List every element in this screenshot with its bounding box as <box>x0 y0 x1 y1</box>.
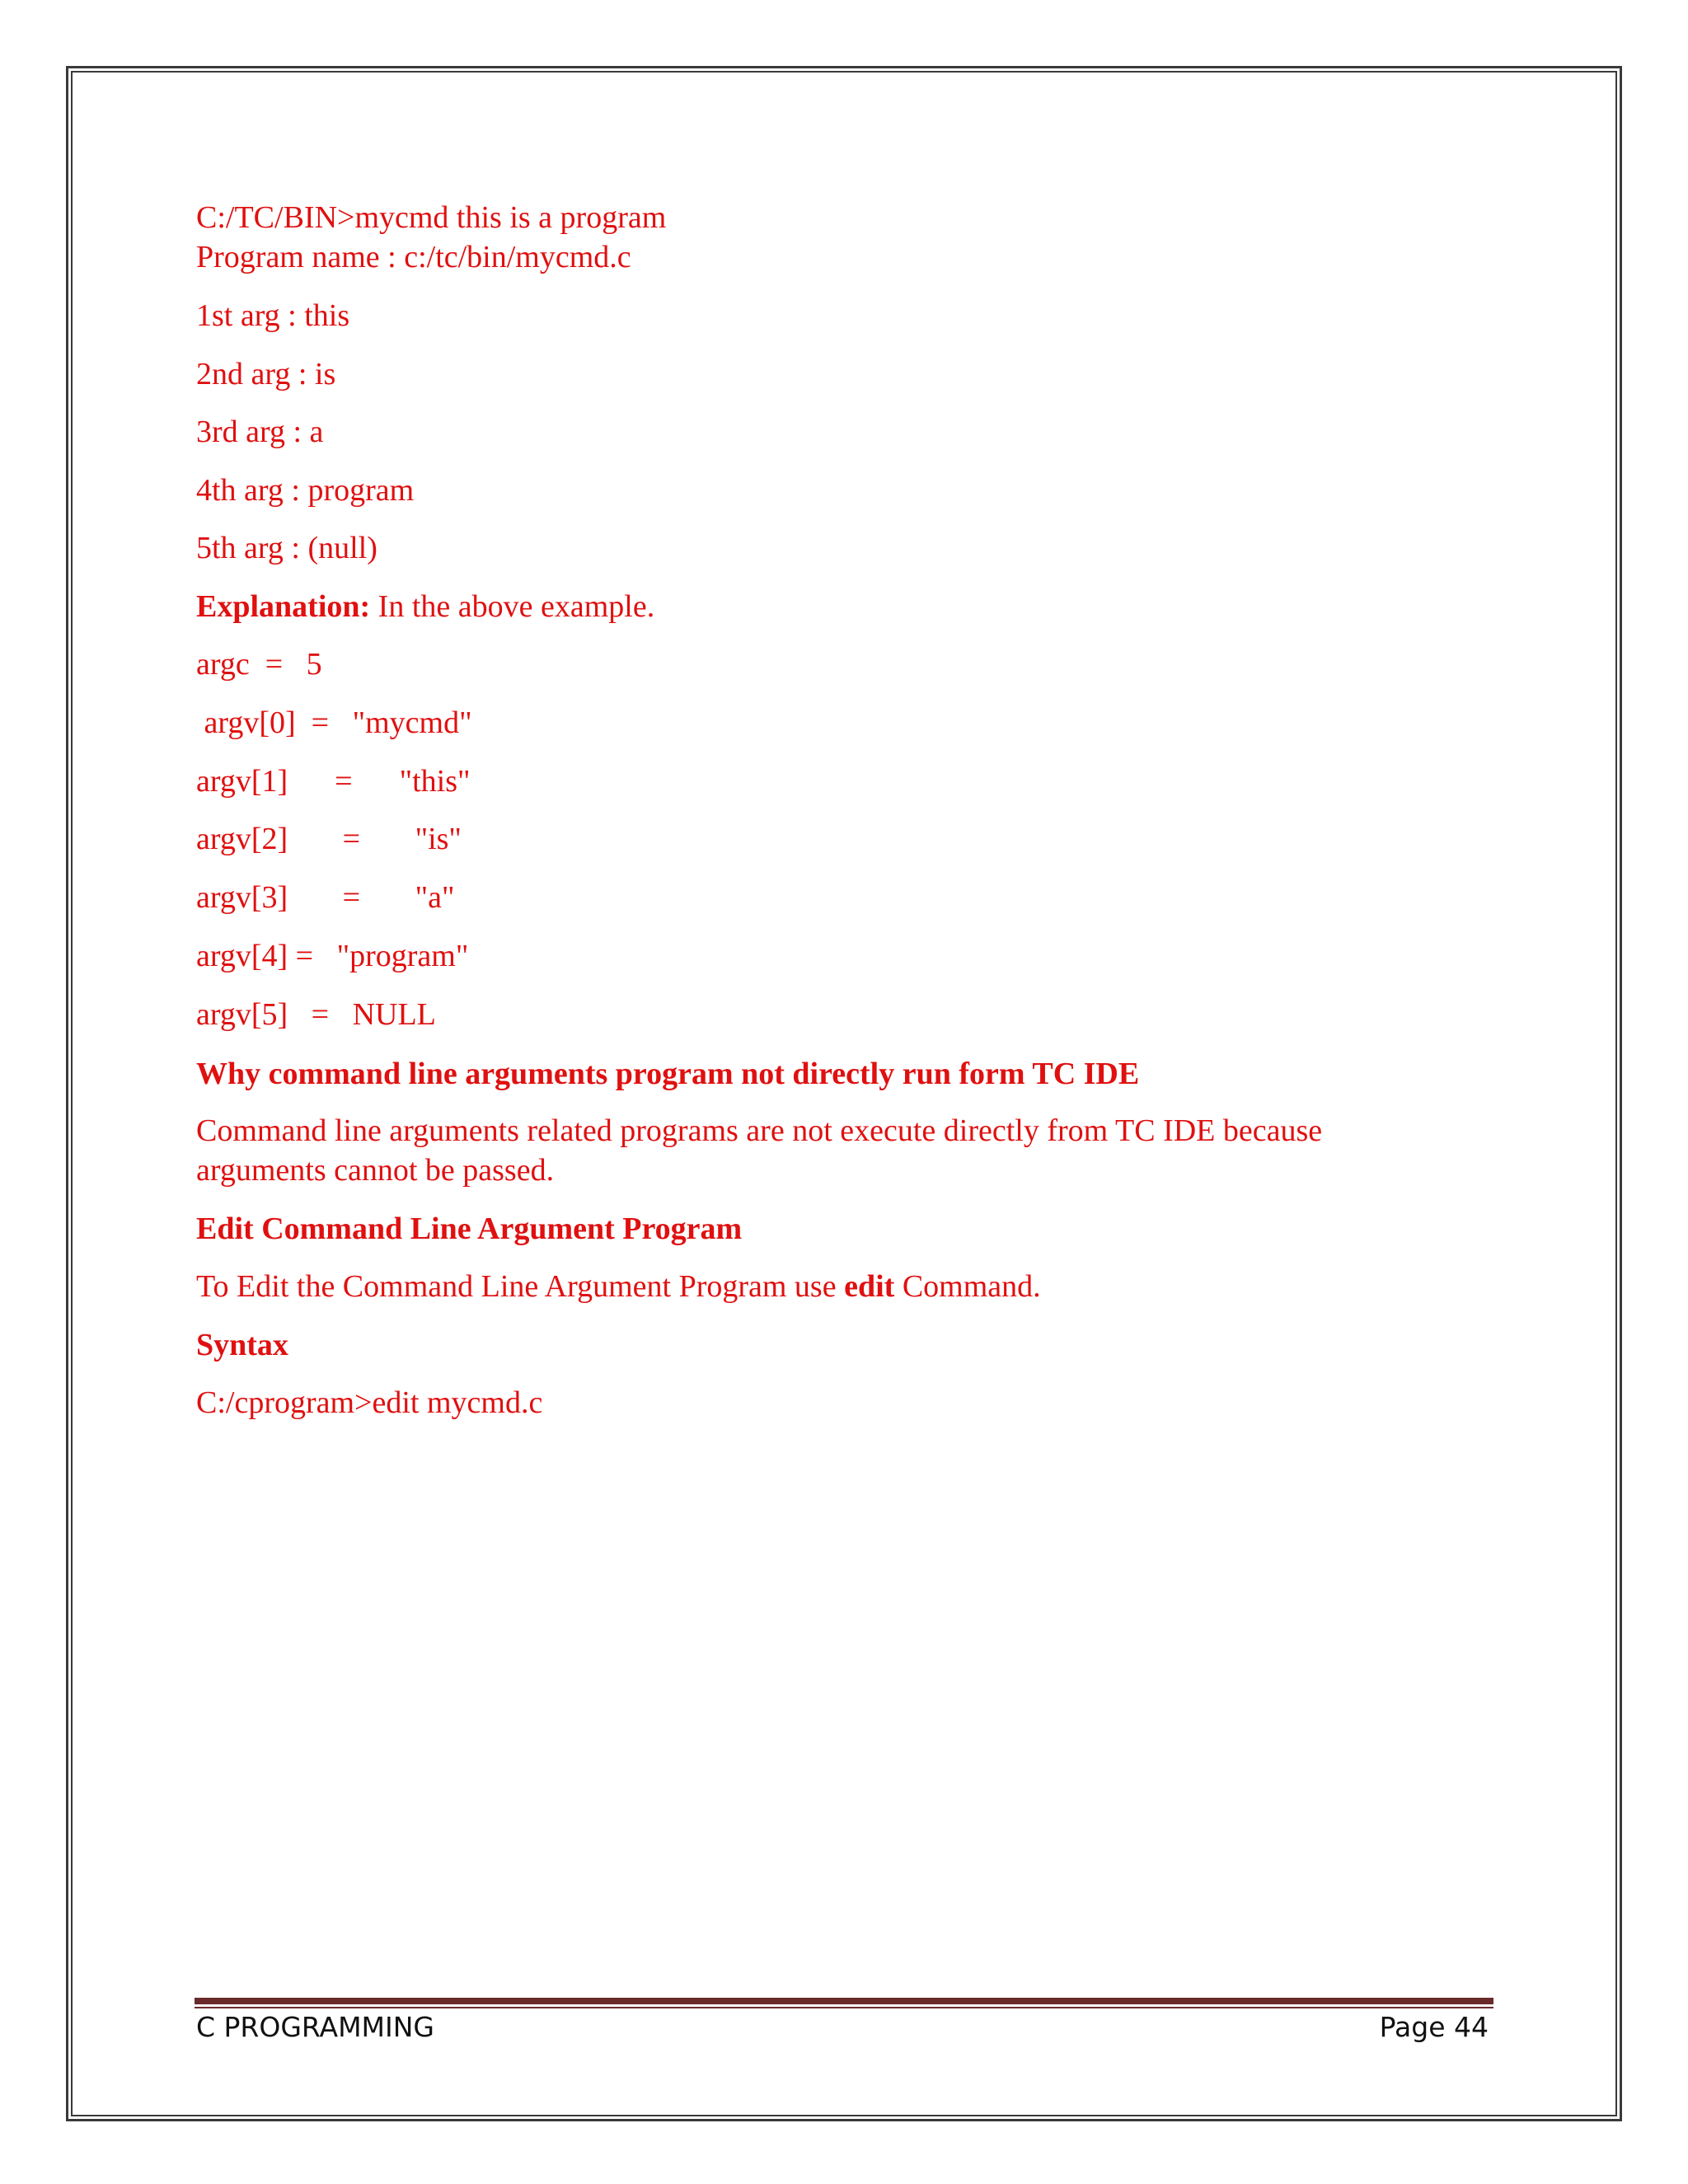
why-text-line-2: arguments cannot be passed. <box>196 1153 555 1188</box>
explanation-line <box>196 587 654 626</box>
argv-line-1: argv[1] = "this" <box>196 764 471 799</box>
command-line-example: C:/TC/BIN>mycmd this is a program <box>196 200 667 235</box>
arg-line-3: 3rd arg : a <box>196 415 324 449</box>
argv-line-0: argv[0] = "mycmd" <box>196 705 472 740</box>
syntax-heading: Syntax <box>196 1328 288 1362</box>
footer-rule-thin <box>195 2007 1493 2008</box>
argv-line-5: argv[5] = NULL <box>196 997 436 1032</box>
argv-line-4: argv[4] = "program" <box>196 939 469 973</box>
why-text-line-1: Command line arguments related programs are not execute directly from TC IDE because <box>196 1113 1323 1148</box>
why-heading: Why command line arguments program not directly run form TC IDE <box>196 1057 1140 1091</box>
footer-rule-thick <box>195 1998 1493 2004</box>
edit-text-before: To Edit the Command Line Argument Program use <box>196 1269 845 1304</box>
footer-title: C PROGRAMMING <box>196 2011 435 2043</box>
footer-page-number: Page 44 <box>1379 2011 1489 2043</box>
explanation-label: Explanation: <box>196 589 371 624</box>
arg-line-5: 5th arg : (null) <box>196 531 377 565</box>
edit-text <box>196 1267 1041 1306</box>
edit-heading: Edit Command Line Argument Program <box>196 1212 743 1246</box>
argc-line: argc = 5 <box>196 647 322 682</box>
argv-line-2: argv[2] = "is" <box>196 822 462 856</box>
edit-text-after: Command. <box>894 1269 1041 1304</box>
program-name-line: Program name : c:/tc/bin/mycmd.c <box>196 240 631 274</box>
syntax-command: C:/cprogram>edit mycmd.c <box>196 1385 543 1420</box>
edit-text-keyword: edit <box>844 1269 895 1304</box>
explanation-text: In the above example. <box>370 589 655 624</box>
arg-line-1: 1st arg : this <box>196 298 350 333</box>
argv-line-3: argv[3] = "a" <box>196 880 455 915</box>
arg-line-2: 2nd arg : is <box>196 357 336 391</box>
arg-line-4: 4th arg : program <box>196 473 415 508</box>
